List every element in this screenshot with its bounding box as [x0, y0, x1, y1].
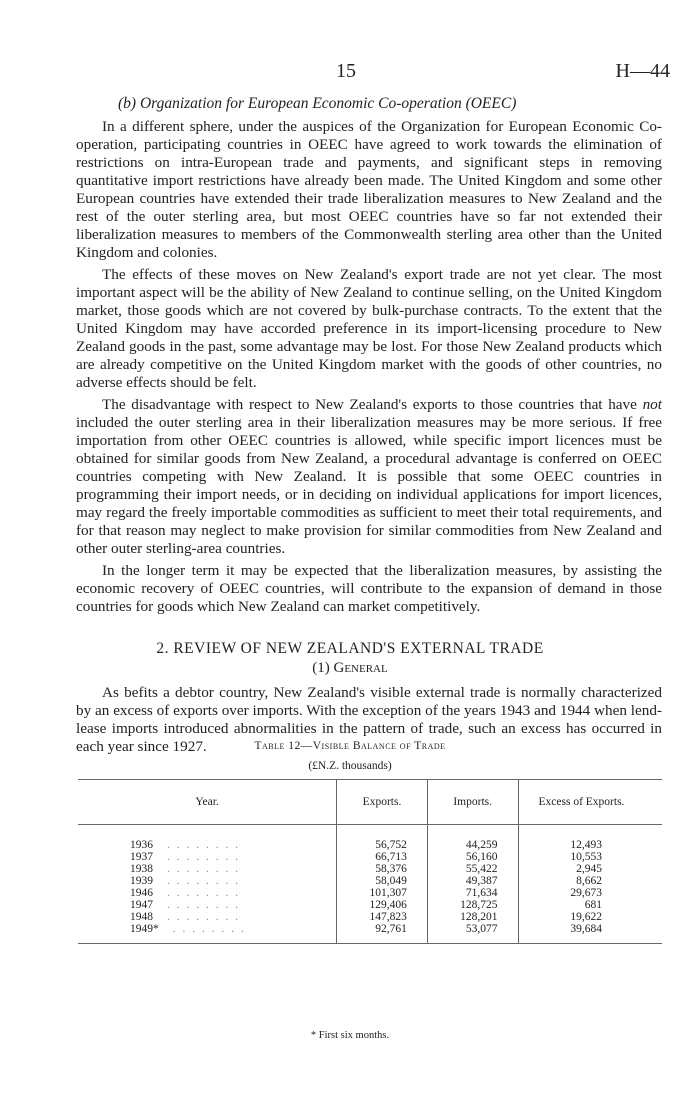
col-header-exports: Exports.: [337, 780, 428, 825]
row-excess: 681: [518, 899, 662, 911]
table-header-row: [78, 780, 662, 825]
row-exports: 56,752: [337, 825, 428, 852]
table-row: [78, 863, 662, 875]
table-caption: Table 12—Visible Balance of Trade: [254, 740, 446, 752]
subheading-general: (1) General: [312, 660, 388, 676]
row-excess: 8,662: [518, 875, 662, 887]
col-header-imports: Imports.: [427, 780, 518, 825]
row-year: 1948: [130, 911, 153, 923]
paragraph-text: included the outer sterling area in their liberalization measures may be more serious. If free importation from other OEEC countries is allowed, while specific import licences must be obtained for similar goods from New Zealand, a procedural advantage is conferred on OEEC countries competing with New Zealand. It is possible that some OEEC countries in programming their import needs, or in deciding on individual applications for import licences, may regard the freely importable commodities as sufficient to meet their total requirements, and for that reason may neglect to make provision for similar commodities from New Zealand and other outer sterling-area countries.: [76, 414, 662, 557]
row-excess: 29,673: [518, 887, 662, 899]
table-row: [78, 923, 662, 944]
paragraph: In the longer term it may be expected that the liberalization measures, by assisting the economic recovery of OEEC countries, will contribute to the expansion of demand in those countries for goods which New Zealand can market competitively.: [76, 562, 662, 615]
subsection-heading: (b) Organization for European Economic Co-operation (OEEC): [118, 95, 517, 112]
page-number: 15: [336, 60, 356, 82]
row-imports: 49,387: [427, 875, 518, 887]
row-imports: 53,077: [427, 923, 518, 944]
row-imports: 56,160: [427, 851, 518, 863]
paragraph: As befits a debtor country, New Zealand's visible external trade is normally characterized by an excess of exports over imports. With the exception of the years 1943 and 1944 when lend-lease imports introduced abnormalities in the pattern of trade, such an excess has occurred in each year since 1927.: [76, 684, 662, 755]
section-heading: 2. REVIEW OF NEW ZEALAND'S EXTERNAL TRADE: [156, 640, 544, 657]
document-reference: H—44: [615, 60, 670, 82]
row-exports: 129,406: [337, 899, 428, 911]
table-row: [78, 851, 662, 863]
table-row: [78, 911, 662, 923]
row-exports: 147,823: [337, 911, 428, 923]
row-excess: 2,945: [518, 863, 662, 875]
visible-balance-table: [78, 779, 662, 944]
paragraph: [76, 396, 662, 558]
row-imports: 128,201: [427, 911, 518, 923]
row-imports: 128,725: [427, 899, 518, 911]
table-row: [78, 825, 662, 852]
row-year: 1939: [130, 875, 153, 887]
leader-dots: . . . . . . . .: [167, 899, 241, 911]
row-excess: 39,684: [518, 923, 662, 944]
table-footnote: * First six months.: [310, 1030, 390, 1041]
row-year: 1949*: [130, 923, 159, 935]
row-exports: 66,713: [337, 851, 428, 863]
paragraph-text: The disadvantage with respect to New Zealand's exports to those countries that have: [102, 396, 643, 413]
page-header: [0, 60, 700, 84]
row-excess: 10,553: [518, 851, 662, 863]
row-imports: 55,422: [427, 863, 518, 875]
row-exports: 101,307: [337, 887, 428, 899]
row-year: 1947: [130, 899, 153, 911]
leader-dots: . . . . . . . .: [172, 923, 246, 935]
table-row: [78, 875, 662, 887]
paragraph: In a different sphere, under the auspices of the Organization for European Economic Co-operation, participating countries in OEEC have agreed to work towards the elimination of restrictions on intra-European trade and payments, and significant steps in removing quantitative import restrictions have already been made. The United Kingdom and some other European countries have extended their trade liberalization measures to New Zealand and the rest of the outer sterling area, but most OEEC countries have so far not extended their liberalization measures to members of the Commonwealth sterling area other than the United Kingdom and colonies.: [76, 118, 662, 261]
oeec-section-body: [76, 118, 662, 620]
leader-dots: . . . . . . . .: [167, 875, 241, 887]
row-year: 1946: [130, 887, 153, 899]
row-year: 1936: [130, 839, 153, 851]
leader-dots: . . . . . . . .: [167, 887, 241, 899]
row-exports: 92,761: [337, 923, 428, 944]
leader-dots: . . . . . . . .: [167, 851, 241, 863]
row-exports: 58,376: [337, 863, 428, 875]
table-unit: (£N.Z. thousands): [308, 760, 392, 772]
leader-dots: . . . . . . . .: [167, 839, 241, 851]
leader-dots: . . . . . . . .: [167, 863, 241, 875]
row-year: 1937: [130, 851, 153, 863]
leader-dots: . . . . . . . .: [167, 911, 241, 923]
row-excess: 19,622: [518, 911, 662, 923]
row-excess: 12,493: [518, 825, 662, 852]
table-row: [78, 899, 662, 911]
row-imports: 44,259: [427, 825, 518, 852]
table-row: [78, 887, 662, 899]
row-exports: 58,049: [337, 875, 428, 887]
row-imports: 71,634: [427, 887, 518, 899]
col-header-excess: Excess of Exports.: [518, 780, 662, 825]
emphasis-text: not: [642, 396, 662, 413]
paragraph: The effects of these moves on New Zealand's export trade are not yet clear. The most important aspect will be the ability of New Zealand to continue selling, on the United Kingdom market, those goods which are not covered by bulk-purchase contracts. To the extent that the United Kingdom may have accorded preference in its import-licensing procedure to New Zealand goods in the past, some advantage may be lost. For those New Zealand products which are already competitive on the United Kingdom market with the goods of other countries, no adverse effects should be felt.: [76, 266, 662, 391]
row-year: 1938: [130, 863, 153, 875]
col-header-year: Year.: [78, 780, 337, 825]
